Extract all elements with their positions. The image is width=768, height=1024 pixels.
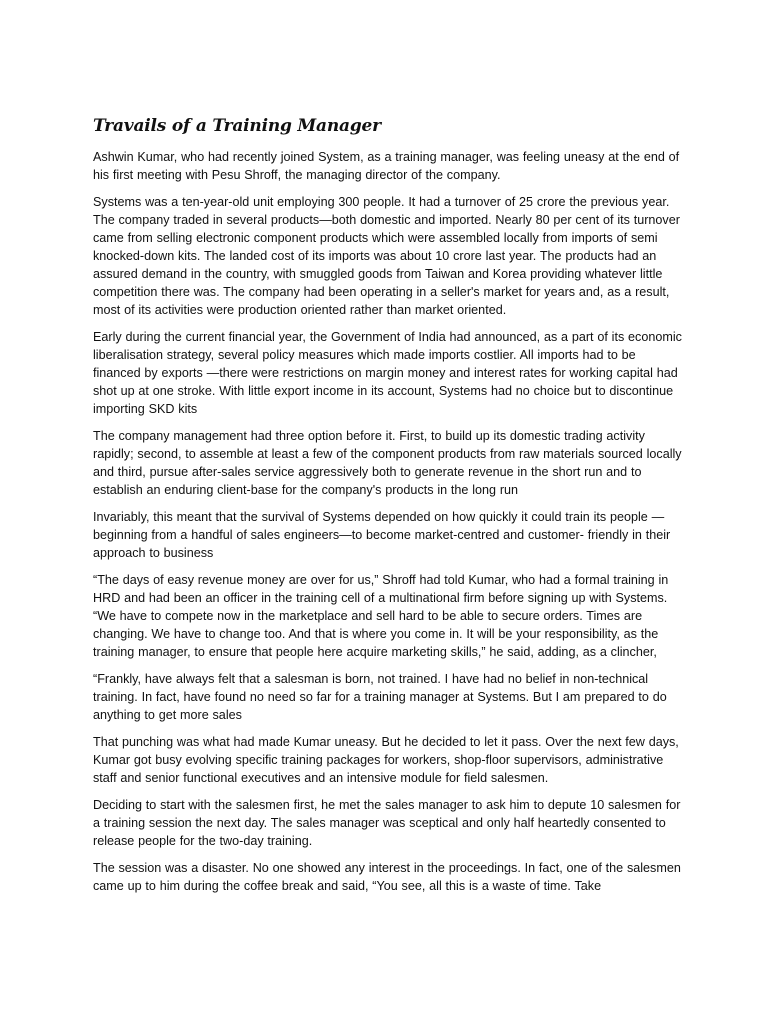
paragraph-kumar-uneasy: That punching was what had made Kumar uneasy. But he decided to let it pass. Over the next few days, Kumar got busy evolving specific training packages for workers, shop-floor supervisors, administrative staff and senior functional executives and an intensive module for field salesmen. [93,735,679,785]
paragraph-session-disaster: The session was a disaster. No one showed any interest in the proceedings. In fact, one of the salesmen came up to him during the coffee break and said, “You see, all this is a waste of time. Take [93,861,681,893]
paragraph-company-background: Systems was a ten-year-old unit employing 300 people. It had a turnover of 25 crore the previous year. The company traded in several products—both domestic and imported. Nearly 80 per cent of its turnover came from selling electronic component products which were assembled locally from imports of semi knocked-down kits. The landed cost of its imports was about 10 crore last year. The products had an assured demand in the country, with smuggled goods from Taiwan and Korea providing whatever little competition there was. The company had been operating in a seller's market for years and, as a result, most of its activities were production oriented rather than market oriented. [93,195,680,317]
paragraph-clincher-quote: “Frankly, have always felt that a salesman is born, not trained. I have had no belief in non-technical training. In fact, have found no need so far for a training manager at Systems. But I am prepared to do anything to get more sales [93,672,667,722]
paragraph-management-options: The company management had three option before it. First, to build up its domestic trading activity rapidly; second, to assemble at least a few of the component products from raw materials sourced locally and third, pursue after-sales service aggressively both to generate revenue in the short run and to establish an enduring client-base for the company's products in the long run [93,429,682,497]
paragraph-shroff-quote: “The days of easy revenue money are over for us,” Shroff had told Kumar, who had a formal training in HRD and had been an officer in the training cell of a multinational firm before signing up with Systems. “We have to compete now in the marketplace and sell hard to be able to secure orders. Times are changing. We have to change too. And that is where you come in. It will be your responsibility, as the training manager, to ensure that people here acquire marketing skills,” he said, adding, as a clincher, [93,573,669,659]
document-title: Travails of a Training Manager [93,116,381,136]
document-page [93,116,687,904]
paragraph-intro: Ashwin Kumar, who had recently joined System, as a training manager, was feeling uneasy at the end of his first meeting with Pesu Shroff, the managing director of the company. [93,150,680,182]
paragraph-survival: Invariably, this meant that the survival of Systems depended on how quickly it could train its people —beginning from a handful of sales engineers—to become market-centred and customer- friendly in their approach to business [93,510,671,560]
paragraph-sales-manager: Deciding to start with the salesmen first, he met the sales manager to ask him to depute 10 salesmen for a training session the next day. The sales manager was sceptical and only half heartedly consented to release people for the two-day training. [93,798,681,848]
paragraph-policy-change: Early during the current financial year, the Government of India had announced, as a part of its economic liberalisation strategy, several policy measures which made imports costlier. All imports had to be financed by exports —there were restrictions on margin money and interest rates for working capital had shot up at one stroke. With little export income in its account, Systems had no choice but to discontinue importing SKD kits [93,330,682,416]
